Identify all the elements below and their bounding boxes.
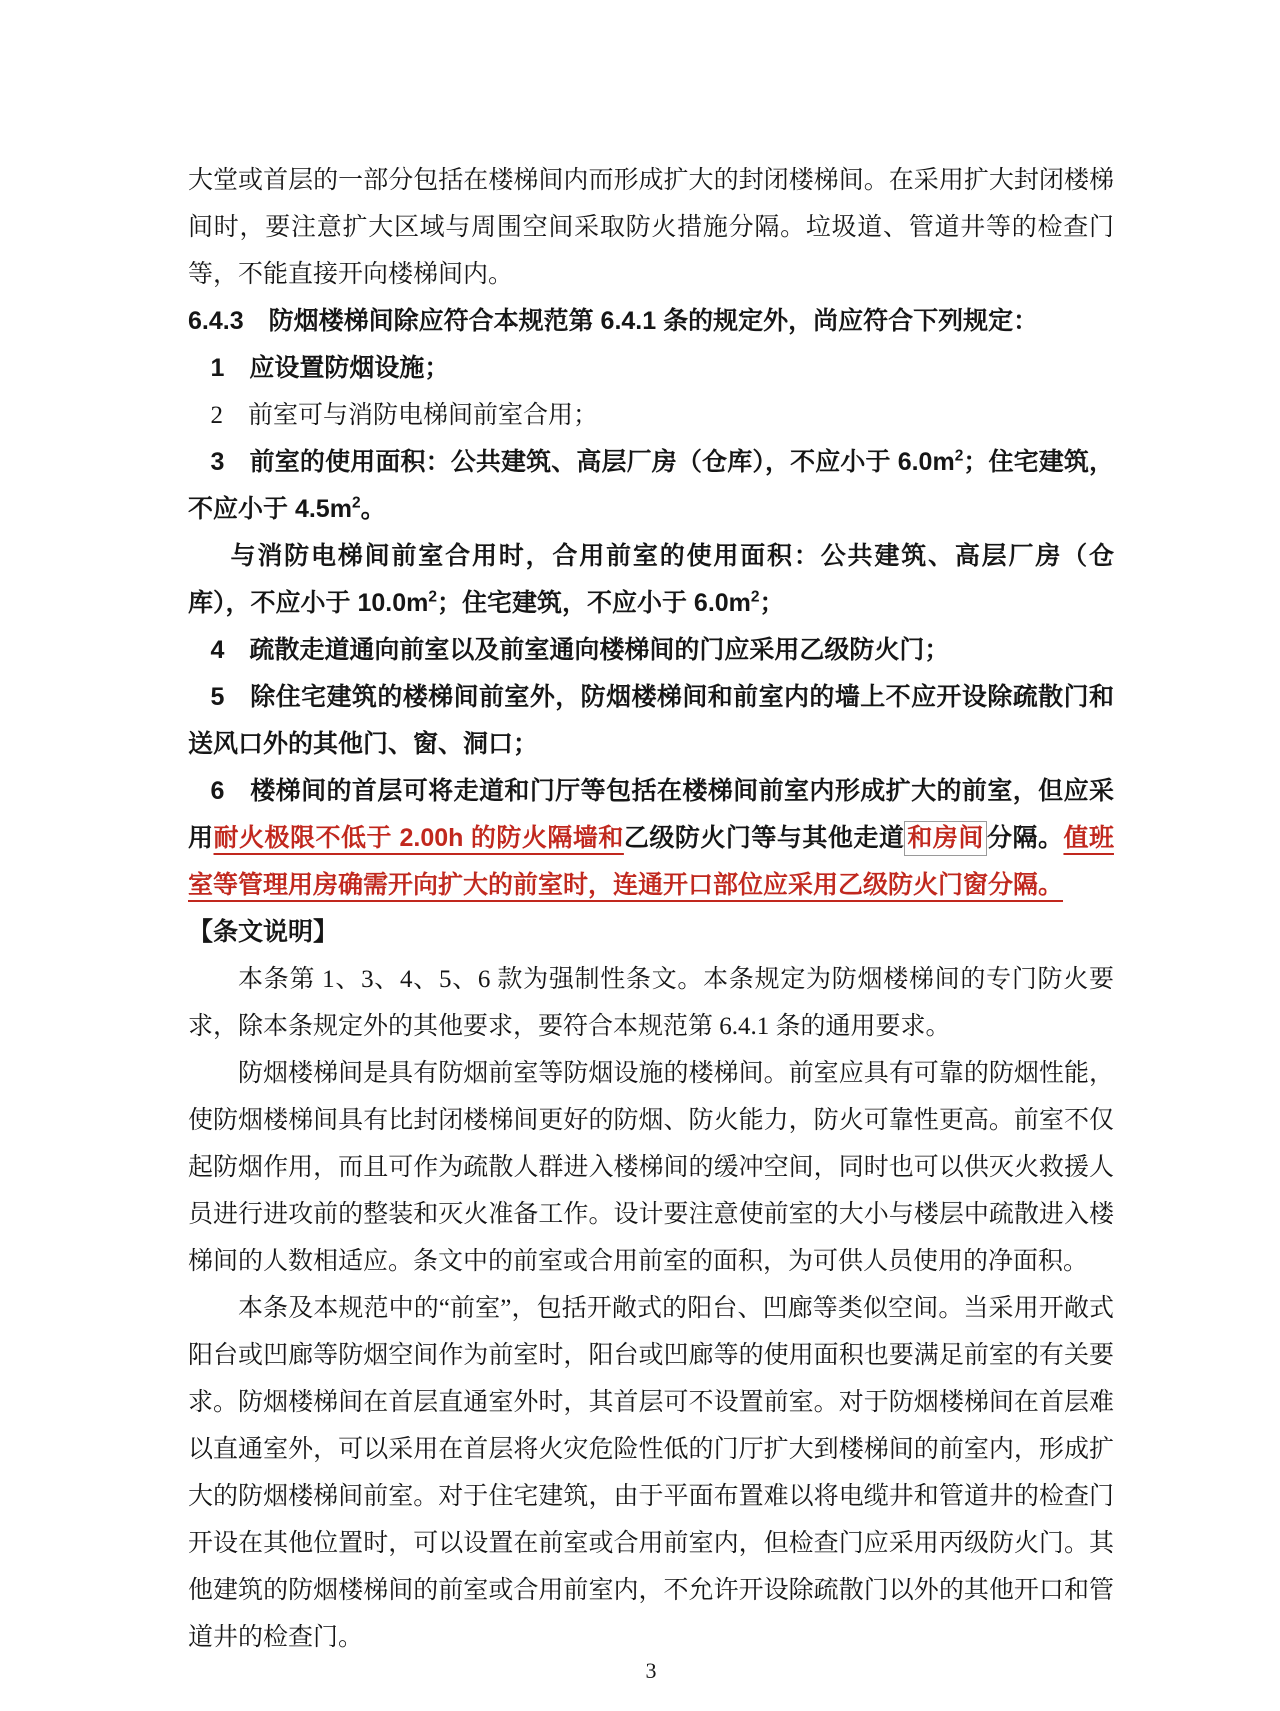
insertion-run: 耐火极限不低于 2.00h 的防火隔墙和	[213, 824, 624, 852]
explanation-para-3	[188, 1285, 1114, 1661]
text-run: 3 前室的使用面积：公共建筑、高层厂房（仓库），不应小于 6.0m	[210, 448, 955, 476]
text-run: 。	[360, 495, 386, 523]
page-number: 3	[645, 1658, 657, 1683]
clause-item-4	[188, 627, 1114, 674]
clause-item-1	[188, 345, 1114, 392]
clause-item-3-shared-lobby	[188, 533, 1114, 627]
text-run: 6.4.3 防烟楼梯间除应符合本规范第 6.4.1 条的规定外，尚应符合下列规定：	[188, 307, 1039, 335]
explanation-para-2	[188, 1050, 1114, 1285]
insertion-run: 值班室等管理用房确需开向扩大的前室时，连通开口部位应采用乙级防火门窗分隔。	[188, 824, 1114, 899]
boxed-insertion-run: 和房间	[904, 821, 987, 856]
text-run: 2	[954, 447, 964, 465]
text-run: 6 楼梯间的首层可将走道和门厅等包括在楼梯间前室内形成扩大的前室，但应采用	[188, 777, 1114, 852]
text-run: 2 前室可与消防电梯间前室合用；	[210, 402, 599, 429]
para-continuation	[188, 157, 1114, 298]
clause-item-6	[188, 768, 1114, 909]
text-run: ；住宅建筑，不应小于 6.0m	[436, 589, 751, 617]
clause-item-3	[188, 439, 1114, 533]
text-run: 本条第 1、3、4、5、6 款为强制性条文。本条规定为防烟楼梯间的专门防火要求，除本条规定外的其他要求，要符合本规范第 6.4.1 条的通用要求。	[188, 966, 1114, 1040]
text-run: 【条文说明】	[188, 918, 339, 946]
text-run: 4 疏散走道通向前室以及前室通向楼梯间的门应采用乙级防火门；	[210, 636, 950, 664]
clause-6-4-3-heading	[188, 298, 1114, 345]
text-run: 1 应设置防烟设施；	[210, 354, 450, 382]
text-run: 5 除住宅建筑的楼梯间前室外，防烟楼梯间和前室内的墙上不应开设除疏散门和送风口外的其他门、窗、洞口；	[188, 683, 1114, 758]
text-run: 防烟楼梯间是具有防烟前室等防烟设施的楼梯间。前室应具有可靠的防烟性能，使防烟楼梯间具有比封闭楼梯间更好的防烟、防火能力，防火可靠性更高。前室不仅起防烟作用，而且可作为疏散人群进入楼梯间的缓冲空间，同时也可以供灭火救援人员进行进攻前的整装和灭火准备工作。设计要注意使前室的大小与楼层中疏散进入楼梯间的人数相适应。条文中的前室或合用前室的面积，为可供人员使用的净面积。	[188, 1060, 1114, 1275]
text-run: ；	[759, 589, 785, 617]
text-run: 与消防电梯间前室合用时，合用前室的使用面积：公共建筑、高层厂房（仓库），不应小于 10.0m	[188, 542, 1114, 617]
clause-item-5	[188, 674, 1114, 768]
text-run: 乙级防火门等与其他走道	[623, 824, 905, 852]
text-run: 2	[428, 588, 437, 606]
text-run: 本条及本规范中的“前室”，包括开敞式的阳台、凹廊等类似空间。当采用开敞式阳台或凹廊等防烟空间作为前室时，阳台或凹廊等的使用面积也要满足前室的有关要求。防烟楼梯间在首层直通室外时，其首层可不设置前室。对于防烟楼梯间在首层难以直通室外，可以采用在首层将火灾危险性低的门厅扩大到楼梯间的前室内，形成扩大的防烟楼梯间前室。对于住宅建筑，由于平面布置难以将电缆井和管道井的检查门开设在其他位置时，可以设置在前室或合用前室内，但检查门应采用丙级防火门。其他建筑的防烟楼梯间的前室或合用前室内，不允许开设除疏散门以外的其他开口和管道井的检查门。	[188, 1295, 1114, 1651]
text-run: ；住宅建筑，不应小于 4.5m	[188, 448, 1114, 523]
explanation-heading	[188, 909, 1114, 956]
text-run: 分隔。	[986, 824, 1064, 852]
clause-item-2	[188, 392, 1114, 439]
text-run: 2	[750, 588, 760, 606]
text-run: 大堂或首层的一部分包括在楼梯间内而形成扩大的封闭楼梯间。在采用扩大封闭楼梯间时，要注意扩大区域与周围空间采取防火措施分隔。垃圾道、管道井等的检查门等，不能直接开向楼梯间内。	[188, 167, 1114, 288]
document-content	[188, 157, 1114, 1661]
explanation-para-1	[188, 956, 1114, 1050]
text-run: 2	[351, 494, 361, 512]
